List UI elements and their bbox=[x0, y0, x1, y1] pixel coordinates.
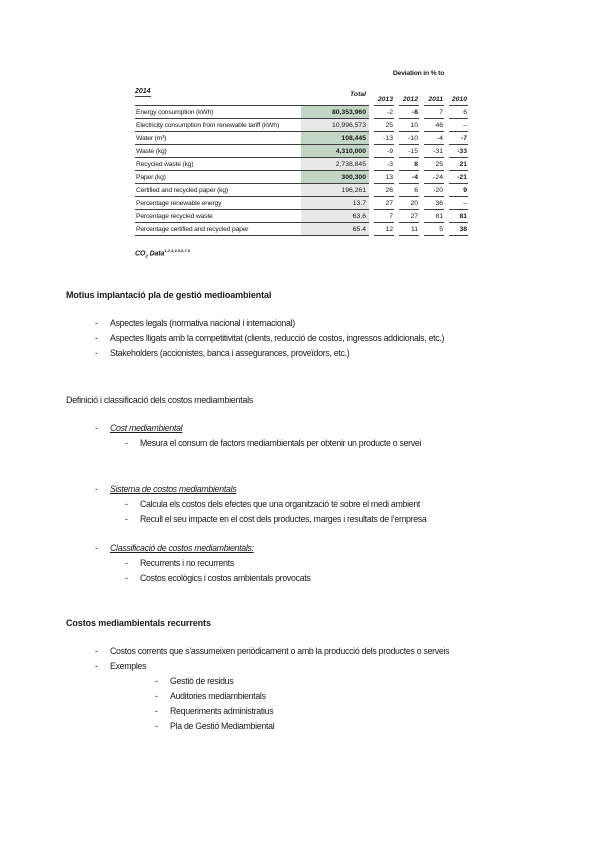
row-deviation-value: 36 bbox=[424, 197, 444, 210]
bullet-dash: - bbox=[155, 691, 158, 701]
row-deviation-value: 25 bbox=[374, 119, 394, 132]
table-row bbox=[135, 106, 468, 119]
deviation-header-label: Deviation in % to bbox=[392, 70, 445, 77]
bullet-dash: - bbox=[95, 543, 98, 553]
row-deviation-value: 5 bbox=[424, 223, 444, 236]
row-total-value: 4,310,000 bbox=[301, 145, 369, 158]
bullet-item bbox=[66, 331, 556, 346]
footnote-sup: 1,2,3,4,5,6,7,8 bbox=[164, 248, 190, 253]
row-deviation-value: -10 bbox=[399, 132, 419, 145]
bullet-item bbox=[66, 659, 556, 674]
row-deviation-value: 6 bbox=[399, 184, 419, 197]
section-title: Motius implantació pla de gestió medioambiental bbox=[66, 290, 272, 300]
row-deviation-value: -15 bbox=[399, 145, 419, 158]
sub-bullet-item bbox=[66, 436, 556, 451]
section bbox=[66, 288, 556, 361]
bullet-dash: - bbox=[95, 423, 98, 433]
row-total-value: 300,300 bbox=[301, 171, 369, 184]
bullet-text: Aspectes legals (normativa nacional i internacional) bbox=[110, 318, 295, 328]
row-deviation-value: -7 bbox=[449, 132, 468, 145]
year-column-header: 2013 bbox=[374, 94, 394, 106]
row-deviation-value: -31 bbox=[424, 145, 444, 158]
row-deviation-value: 7 bbox=[374, 210, 394, 223]
section-title: Definició i classificació dels costos mediambientals bbox=[66, 395, 253, 405]
year-column-header: 2011 bbox=[424, 94, 444, 106]
bullet-item bbox=[66, 346, 556, 361]
sub-bullet-item bbox=[66, 571, 556, 586]
bullet-text: Costos ecològics i costos ambientals provocats bbox=[140, 573, 311, 583]
row-label: Percentage renewable energy bbox=[135, 197, 301, 210]
section-title: Costos mediambientals recurrents bbox=[66, 618, 211, 628]
bullet-text: Recull el seu impacte en el cost dels productes, marges i resultats de l’empresa bbox=[140, 514, 427, 524]
row-label: Energy consumption (kWh) bbox=[135, 106, 301, 119]
row-deviation-value: – bbox=[449, 119, 468, 132]
bullet-dash: - bbox=[95, 348, 98, 358]
bullet-text: Requeriments administratius bbox=[170, 706, 274, 716]
table-row bbox=[135, 132, 468, 145]
bullet-dash: - bbox=[95, 318, 98, 328]
row-total-value: 65.4 bbox=[301, 223, 369, 236]
table-body bbox=[135, 106, 468, 236]
bullet-dash: - bbox=[95, 484, 98, 494]
row-deviation-value: -24 bbox=[424, 171, 444, 184]
bullet-item bbox=[66, 316, 556, 331]
row-deviation-value: -4 bbox=[399, 171, 419, 184]
row-deviation-value: -3 bbox=[374, 158, 394, 171]
row-deviation-value: -4 bbox=[424, 132, 444, 145]
row-total-value: 108,445 bbox=[301, 132, 369, 145]
row-deviation-value: 46 bbox=[424, 119, 444, 132]
row-deviation-value: 10 bbox=[399, 119, 419, 132]
bullet-text: Auditories mediambientals bbox=[170, 691, 266, 701]
row-deviation-value: -9 bbox=[374, 145, 394, 158]
footnote-sub: 2 bbox=[145, 253, 148, 259]
sub-sub-bullet-item bbox=[66, 689, 556, 704]
row-deviation-value: -13 bbox=[374, 132, 394, 145]
bullet-item bbox=[66, 421, 556, 436]
bullet-dash: - bbox=[125, 558, 128, 568]
row-label: Electricity consumption from renewable tariff (kWh) bbox=[135, 119, 301, 132]
footnote-rest: Data bbox=[147, 250, 165, 258]
row-deviation-value: 81 bbox=[449, 210, 468, 223]
row-deviation-value: 11 bbox=[399, 223, 419, 236]
row-deviation-value: 25 bbox=[424, 158, 444, 171]
row-deviation-value: 38 bbox=[449, 223, 468, 236]
row-label: Percentage recycled waste bbox=[135, 210, 301, 223]
row-deviation-value: 20 bbox=[399, 197, 419, 210]
bullet-text: Gestió de residus bbox=[170, 676, 234, 686]
table-row bbox=[135, 223, 468, 236]
bullet-dash: - bbox=[125, 514, 128, 524]
bullet-dash: - bbox=[155, 706, 158, 716]
table-header-year-total bbox=[135, 80, 468, 98]
year-column-header: 2010 bbox=[449, 94, 468, 106]
year-header-row bbox=[135, 94, 468, 106]
row-deviation-value: -21 bbox=[449, 171, 468, 184]
table-row bbox=[135, 171, 468, 184]
row-label: Recycled waste (kg) bbox=[135, 158, 301, 171]
bullet-item bbox=[66, 644, 556, 659]
row-label: Certified and recycled paper (kg) bbox=[135, 184, 301, 197]
bullet-text: Recurrents i no recurrents bbox=[140, 558, 234, 568]
row-deviation-value: -2 bbox=[374, 106, 394, 119]
section bbox=[66, 616, 556, 734]
bullet-dash: - bbox=[125, 573, 128, 583]
bullet-dash: - bbox=[95, 333, 98, 343]
table-row bbox=[135, 210, 468, 223]
sub-sub-bullet-item bbox=[66, 674, 556, 689]
bullet-text: Mesura el consum de factors mediambientals per obtenir un producte o servei bbox=[140, 438, 422, 448]
bullet-text: Stakeholders (accionistes, banca i assegurances, proveïdors, etc.) bbox=[110, 348, 350, 358]
row-deviation-value: -8 bbox=[399, 106, 419, 119]
year-column-header: 2012 bbox=[399, 94, 419, 106]
bullet-dash: - bbox=[155, 676, 158, 686]
footnote-co: CO bbox=[135, 250, 146, 258]
bullet-item bbox=[66, 482, 556, 497]
row-deviation-value: 27 bbox=[374, 197, 394, 210]
bullet-text: Exemples bbox=[110, 661, 147, 671]
bullet-text: Pla de Gestió Mediambiental bbox=[170, 721, 275, 731]
row-deviation-value: 9 bbox=[449, 184, 468, 197]
table-row bbox=[135, 119, 468, 132]
bullet-dash: - bbox=[125, 499, 128, 509]
environment-data-table bbox=[135, 70, 468, 259]
sub-sub-bullet-item bbox=[66, 719, 556, 734]
bullet-item bbox=[66, 541, 556, 556]
row-label: Paper (kg) bbox=[135, 171, 301, 184]
row-deviation-value: 27 bbox=[399, 210, 419, 223]
sub-bullet-item bbox=[66, 556, 556, 571]
row-total-value: 2,738,845 bbox=[301, 158, 369, 171]
section bbox=[66, 393, 556, 586]
bullet-text: Cost mediambiental bbox=[110, 423, 183, 433]
row-deviation-value: 21 bbox=[449, 158, 468, 171]
row-total-value: 196,261 bbox=[301, 184, 369, 197]
row-deviation-value: 13 bbox=[374, 171, 394, 184]
row-deviation-value: 81 bbox=[424, 210, 444, 223]
row-label: Waste (kg) bbox=[135, 145, 301, 158]
table-row bbox=[135, 158, 468, 171]
bullet-dash: - bbox=[95, 646, 98, 656]
row-deviation-value: – bbox=[449, 197, 468, 210]
bullet-text: Calcula els costos dels efectes que una organització té sobre el medi ambient bbox=[140, 499, 421, 509]
row-label: Water (m³) bbox=[135, 132, 301, 145]
bullet-text: Classificació de costos mediambientals: bbox=[110, 543, 254, 553]
bullet-text: Aspectes lligats amb la competitivitat (clients, reducció de costos, ingressos addicionals, etc.) bbox=[110, 333, 445, 343]
row-deviation-value: 6 bbox=[449, 106, 468, 119]
row-deviation-value: 8 bbox=[399, 158, 419, 171]
bullet-dash: - bbox=[155, 721, 158, 731]
bullet-text: Costos corrents que s’assumeixen periòdicament o amb la producció dels productes o serveis bbox=[110, 646, 450, 656]
bullet-text: Sistema de costos mediambientals bbox=[110, 484, 237, 494]
table-row bbox=[135, 145, 468, 158]
row-deviation-value: -20 bbox=[424, 184, 444, 197]
row-total-value: 63.6 bbox=[301, 210, 369, 223]
row-deviation-value: 12 bbox=[374, 223, 394, 236]
co2-data-footnote bbox=[135, 248, 468, 259]
total-column-label: Total bbox=[350, 91, 366, 98]
row-deviation-value: 26 bbox=[374, 184, 394, 197]
row-total-value: 13.7 bbox=[301, 197, 369, 210]
content bbox=[66, 288, 556, 734]
bullet-dash: - bbox=[95, 661, 98, 671]
table-header-deviation bbox=[135, 70, 468, 80]
row-label: Percentage certified and recycled paper bbox=[135, 223, 301, 236]
row-total-value: 10,996,573 bbox=[301, 119, 369, 132]
row-deviation-value: -33 bbox=[449, 145, 468, 158]
sub-bullet-item bbox=[66, 512, 556, 527]
sub-bullet-item bbox=[66, 497, 556, 512]
table-row bbox=[135, 184, 468, 197]
report-year-label: 2014 bbox=[135, 88, 151, 95]
row-total-value: 80,353,960 bbox=[301, 106, 369, 119]
row-deviation-value: 7 bbox=[424, 106, 444, 119]
header-rule bbox=[135, 93, 369, 106]
bullet-dash: - bbox=[125, 438, 128, 448]
sub-sub-bullet-item bbox=[66, 704, 556, 719]
table-row bbox=[135, 197, 468, 210]
